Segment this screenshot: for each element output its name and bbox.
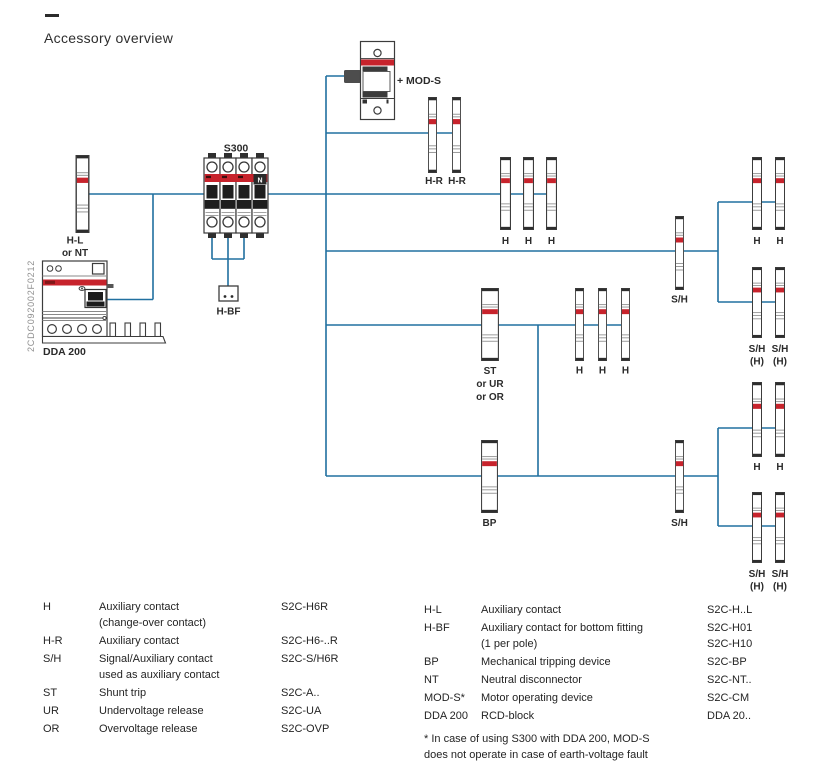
legend-code: S2C-H01 S2C-H10 <box>707 622 753 650</box>
h-l-device <box>76 156 89 233</box>
s-h-right-top-sub-1: (H) <box>750 356 764 368</box>
legend-desc: Overvoltage release <box>99 723 198 735</box>
s-h-right-bottom-label-1: S/H <box>748 569 766 580</box>
legend-row <box>43 651 415 683</box>
s300-label: S300 <box>223 142 249 155</box>
s-h-right-top-sub-2: (H) <box>773 356 787 368</box>
h-mid-label-3: H <box>621 365 630 377</box>
legend-key: BP <box>424 656 439 668</box>
h-device-top-3 <box>547 157 557 229</box>
legend-row <box>424 654 812 670</box>
legend-desc: Neutral disconnector <box>481 674 582 686</box>
mod-s-device <box>344 42 395 120</box>
h-r-device-2 <box>452 98 460 173</box>
legend-desc: Undervoltage release <box>99 705 204 717</box>
h-right-top-label-2: H <box>776 236 784 247</box>
legend-desc: Signal/Auxiliary contact used as auxiliary contact <box>99 653 220 681</box>
h-device-mid-2 <box>598 288 606 360</box>
legend-row <box>424 690 812 706</box>
bp-device <box>482 440 498 512</box>
s300-n-pole-label: N <box>257 177 263 185</box>
legend-row <box>43 599 415 631</box>
h-l-label-2: or NT <box>61 248 89 259</box>
legend-desc: Auxiliary contact <box>481 604 562 616</box>
legend-key: OR <box>43 723 60 735</box>
legend-code: S2C-H..L <box>707 604 753 616</box>
st-label-3: or OR <box>476 392 504 403</box>
legend-footnote: * In case of using S300 with DDA 200, MOD-S does not operate in case of earth-voltage fault <box>424 733 650 761</box>
legend-code: S2C-CM <box>707 692 750 704</box>
s-h-device-right-bottom-1 <box>753 492 762 562</box>
h-device-top-2 <box>524 157 534 229</box>
legend-desc: Shunt trip <box>99 687 147 699</box>
h-device-right-bottom-2 <box>776 383 785 457</box>
legend-code: S2C-OVP <box>281 723 330 735</box>
h-top-label-3: H <box>547 236 556 247</box>
legend-row <box>43 721 415 737</box>
h-device-right-bottom-1 <box>753 383 762 457</box>
s-h-device-upper <box>675 217 683 290</box>
h-right-top-label-1: H <box>753 236 761 247</box>
h-device-top-1 <box>501 157 511 229</box>
s-h-lower-label: S/H <box>671 518 688 529</box>
h-right-bottom-label-2: H <box>776 462 784 473</box>
st-device <box>482 288 499 360</box>
document-code-vertical: 2CDC092002F0212 <box>26 259 36 352</box>
h-mid-label-2: H <box>598 365 607 377</box>
legend-desc: Auxiliary contact <box>99 635 180 647</box>
h-device-right-top-1 <box>753 157 762 229</box>
h-r-label-1: H-R <box>425 176 443 187</box>
legend-desc: Auxiliary contact (change-over contact) <box>99 601 206 629</box>
legend-key: NT <box>424 674 439 686</box>
legend-code: S2C-NT.. <box>707 674 752 686</box>
legend-key: ST <box>43 687 58 699</box>
legend-key: MOD-S* <box>424 692 465 704</box>
legend-row <box>424 672 812 688</box>
legend-key: H <box>43 601 51 613</box>
s300-breaker <box>204 153 268 238</box>
h-top-label-1: H <box>501 236 510 247</box>
legend-row <box>424 602 812 618</box>
st-label-2: or UR <box>476 379 504 390</box>
s-h-device-right-top-1 <box>753 267 762 337</box>
legend-key: UR <box>43 705 59 717</box>
legend-desc: RCD-block <box>481 710 535 722</box>
legend-code: S2C-S/H6R <box>281 653 339 665</box>
s-h-right-bottom-label-2: S/H <box>771 569 789 580</box>
legend-left-column <box>43 599 415 739</box>
h-top-label-2: H <box>524 236 533 247</box>
h-right-bottom-label-1: H <box>753 462 761 473</box>
dda-200-label: DDA 200 <box>43 346 86 358</box>
h-device-mid-3 <box>621 288 629 360</box>
legend-row <box>424 620 812 652</box>
s-h-device-right-top-2 <box>776 267 785 337</box>
s-h-device-lower <box>675 440 683 512</box>
legend-code: S2C-A.. <box>281 687 320 699</box>
mod-s-label: + MOD-S <box>397 75 442 87</box>
st-label: ST <box>483 366 497 377</box>
legend-row <box>424 708 812 724</box>
dda-200-rcd-block <box>43 261 166 343</box>
legend-row <box>43 633 415 649</box>
legend-desc: Motor operating device <box>481 692 593 704</box>
s-h-right-bottom-sub-1: (H) <box>750 581 764 593</box>
legend-code: DDA 20.. <box>707 710 752 722</box>
h-mid-label-1: H <box>575 365 584 377</box>
h-device-right-top-2 <box>776 157 785 229</box>
legend-code: S2C-H6R <box>281 601 329 613</box>
legend-key: H-R <box>43 635 63 647</box>
legend-key: S/H <box>43 653 62 665</box>
s-h-upper-label: S/H <box>671 294 688 306</box>
legend-row <box>43 685 415 701</box>
legend-desc: Mechanical tripping device <box>481 656 611 668</box>
s-h-device-right-bottom-2 <box>776 492 785 562</box>
h-bf-label: H-BF <box>216 306 241 318</box>
bp-label: BP <box>482 518 497 529</box>
legend-key: DDA 200 <box>424 710 469 722</box>
h-device-mid-1 <box>575 288 583 360</box>
s-h-right-bottom-sub-2: (H) <box>773 581 787 593</box>
h-r-device-1 <box>428 98 436 173</box>
s-h-right-top-label-1: S/H <box>748 344 766 355</box>
legend-desc: Auxiliary contact for bottom fitting (1 per pole) <box>481 622 644 650</box>
legend-row <box>43 703 415 719</box>
legend-code: S2C-H6-..R <box>281 635 338 647</box>
h-bf-device <box>219 286 238 301</box>
legend-right-column <box>424 602 812 726</box>
legend-code: S2C-BP <box>707 656 747 668</box>
legend-key: H-L <box>424 604 442 616</box>
s-h-right-top-label-2: S/H <box>771 344 789 355</box>
legend-code: S2C-UA <box>281 705 322 717</box>
page-title: Accessory overview <box>44 30 174 46</box>
h-l-label: H-L <box>66 235 84 247</box>
h-r-label-2: H-R <box>448 176 466 187</box>
legend-key: H-BF <box>424 622 450 634</box>
